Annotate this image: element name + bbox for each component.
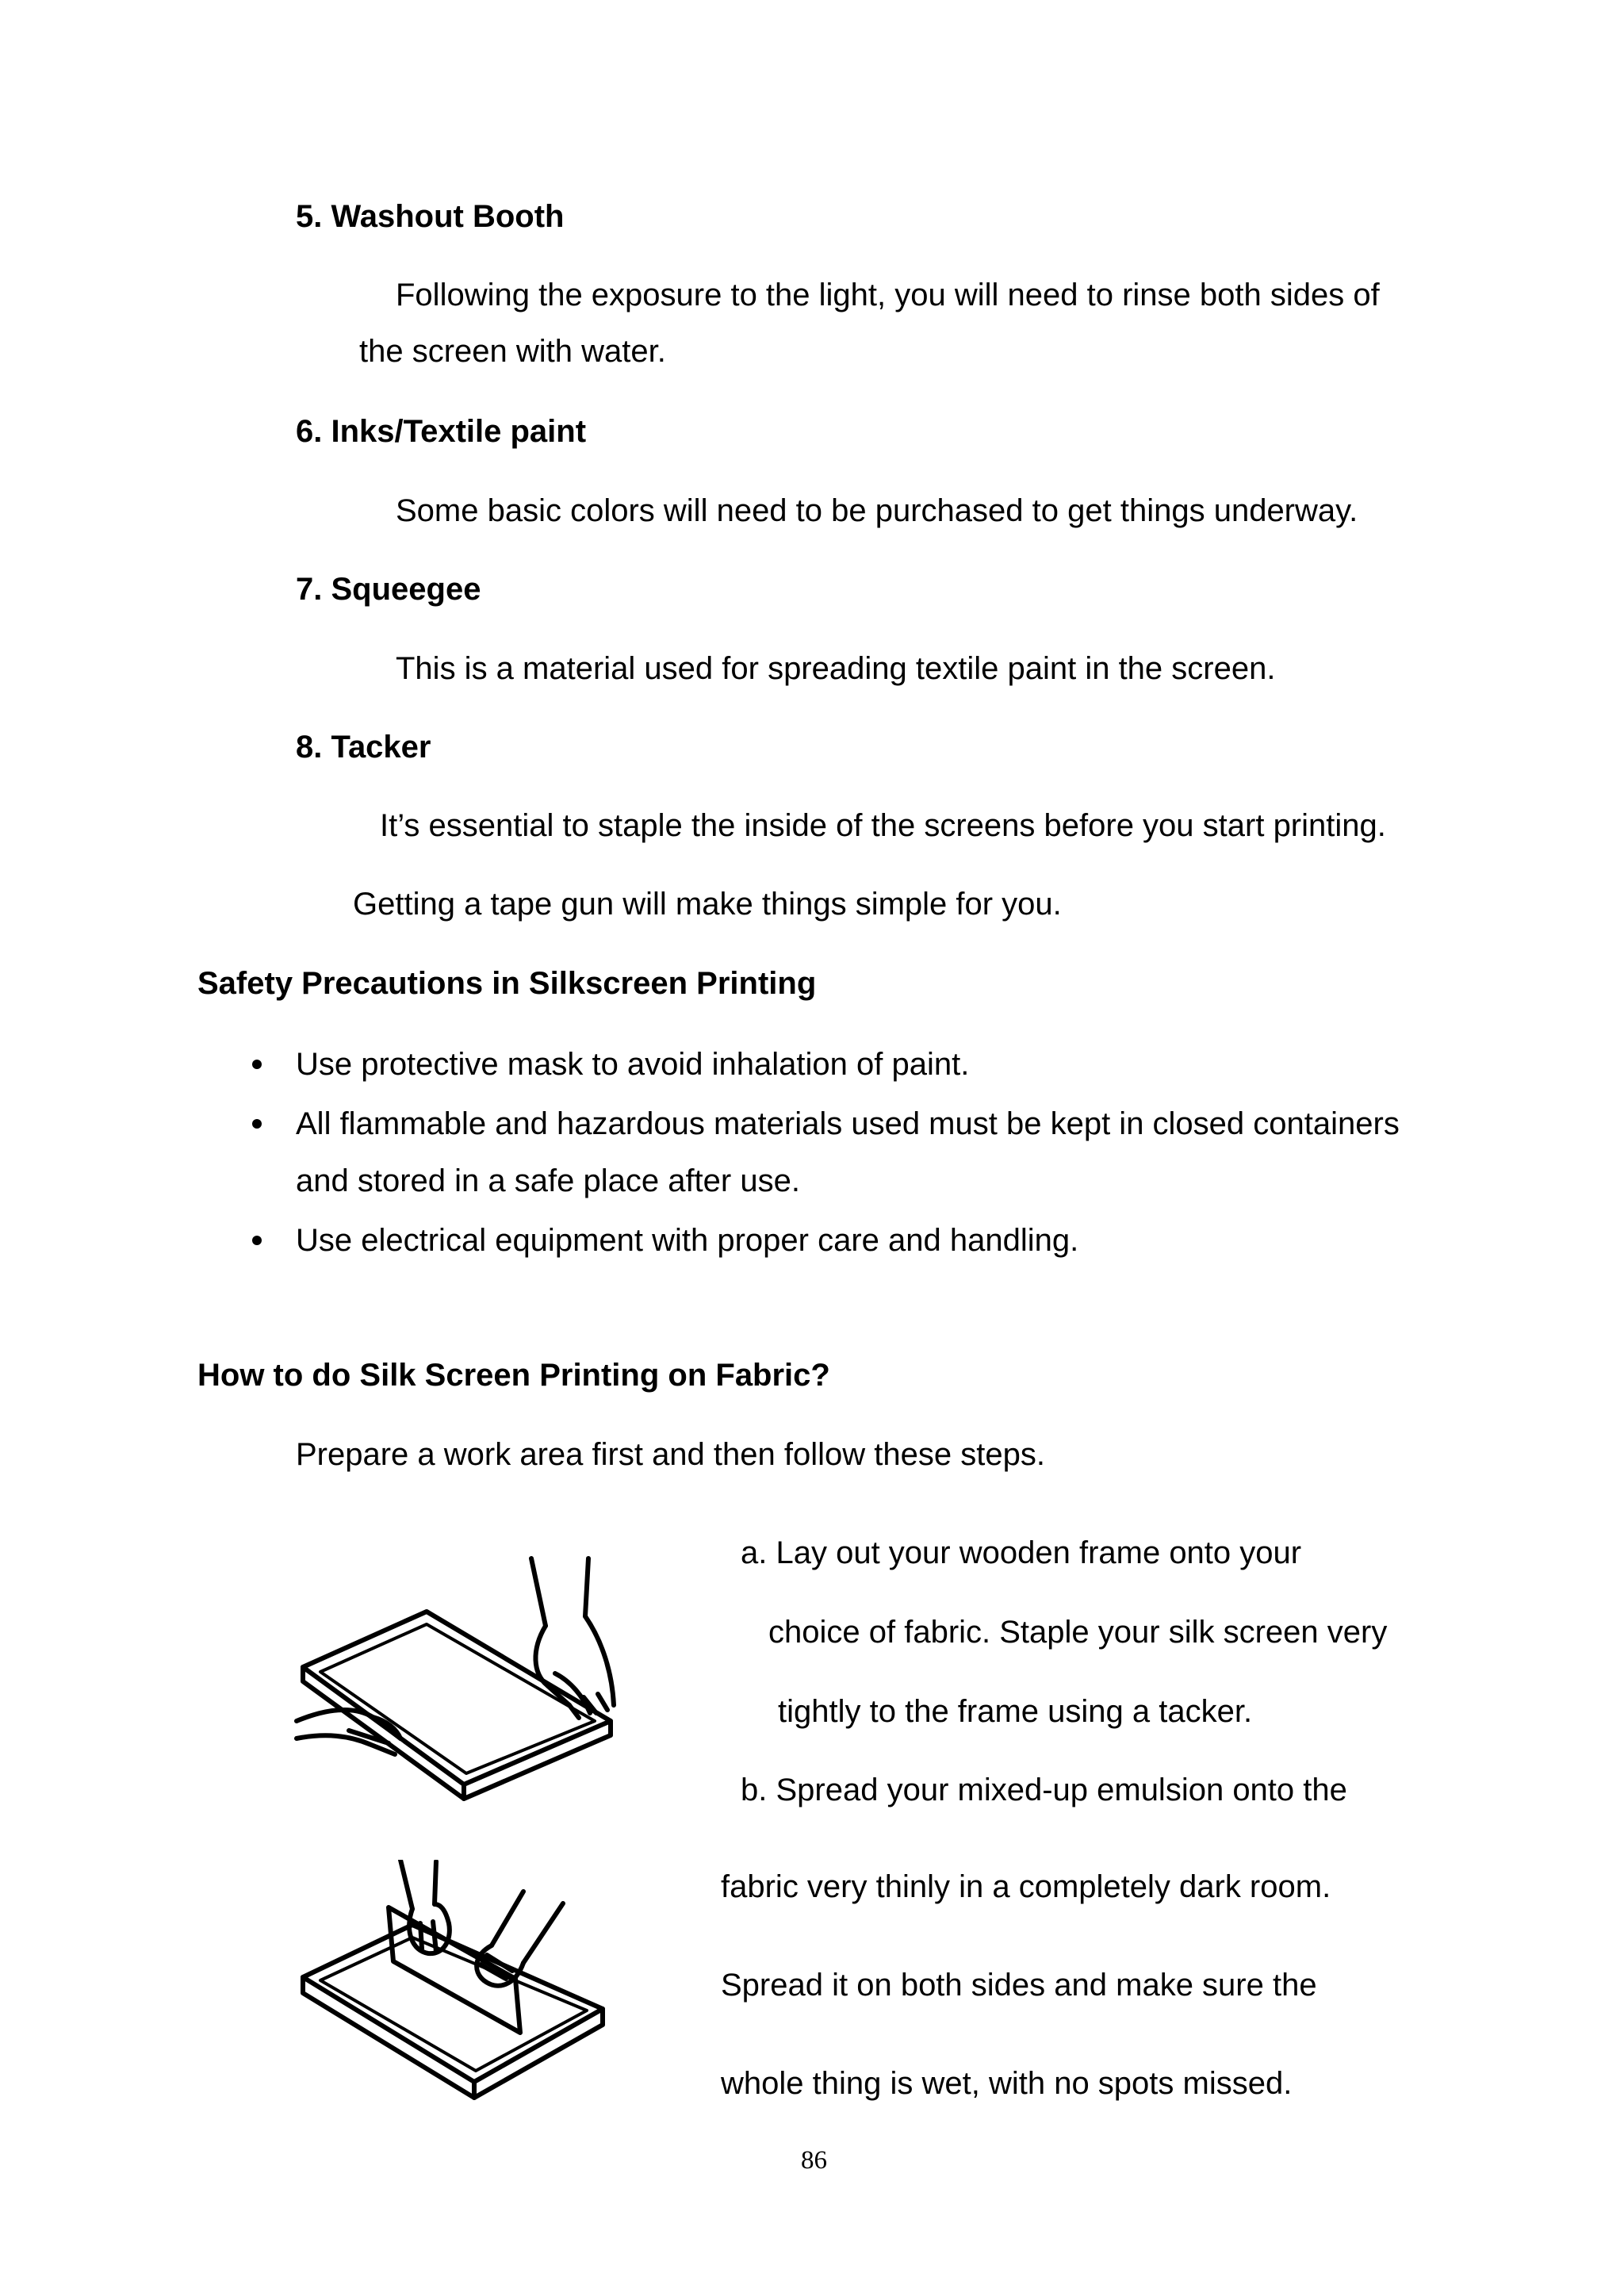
- step-b-line2: fabric very thinly in a completely dark room.: [721, 1869, 1331, 1904]
- washout-text-line1: Following the exposure to the light, you will need to rinse both sides of: [396, 278, 1380, 312]
- bullet-dot: [252, 1236, 262, 1245]
- squeegee-text: This is a material used for spreading textile paint in the screen.: [396, 651, 1276, 686]
- safety-heading: Safety Precautions in Silkscreen Printing: [197, 966, 817, 1001]
- safety-bullet-1: Use protective mask to avoid inhalation of paint.: [296, 1047, 970, 1082]
- step-a-line2: choice of fabric. Staple your silk screen very: [768, 1615, 1388, 1650]
- howto-heading: How to do Silk Screen Printing on Fabric?: [197, 1358, 830, 1393]
- safety-bullet-2: All flammable and hazardous materials used must be kept in closed containers: [296, 1106, 1400, 1141]
- safety-bullet-3: Use electrical equipment with proper care and handling.: [296, 1223, 1079, 1258]
- bullet-dot: [252, 1060, 262, 1069]
- hands-stapling-frame-illustration: [293, 1554, 626, 1816]
- safety-bullet-2-cont: and stored in a safe place after use.: [296, 1163, 800, 1198]
- step-b-line1: b. Spread your mixed-up emulsion onto the: [741, 1773, 1347, 1807]
- page-number: 86: [801, 2146, 827, 2175]
- squeegee-heading: 7. Squeegee: [296, 572, 481, 607]
- hands-spreading-emulsion-illustration: [293, 1860, 626, 2114]
- washout-text-line2: the screen with water.: [359, 334, 666, 369]
- tacker-heading: 8. Tacker: [296, 730, 431, 765]
- step-b-line3: Spread it on both sides and make sure the: [721, 1968, 1317, 2003]
- inks-heading: 6. Inks/Textile paint: [296, 414, 587, 449]
- howto-intro: Prepare a work area first and then follow these steps.: [296, 1437, 1045, 1472]
- step-a-line1: a. Lay out your wooden frame onto your: [741, 1535, 1302, 1570]
- tacker-text-line1: It’s essential to staple the inside of the screens before you start printing.: [380, 808, 1386, 843]
- step-a-line3: tightly to the frame using a tacker.: [778, 1694, 1253, 1729]
- step-b-line4: whole thing is wet, with no spots missed.: [721, 2066, 1293, 2101]
- bullet-dot: [252, 1119, 262, 1129]
- washout-heading: 5. Washout Booth: [296, 199, 565, 234]
- tacker-text-line2: Getting a tape gun will make things simple for you.: [353, 887, 1062, 922]
- inks-text: Some basic colors will need to be purchased to get things underway.: [396, 493, 1358, 528]
